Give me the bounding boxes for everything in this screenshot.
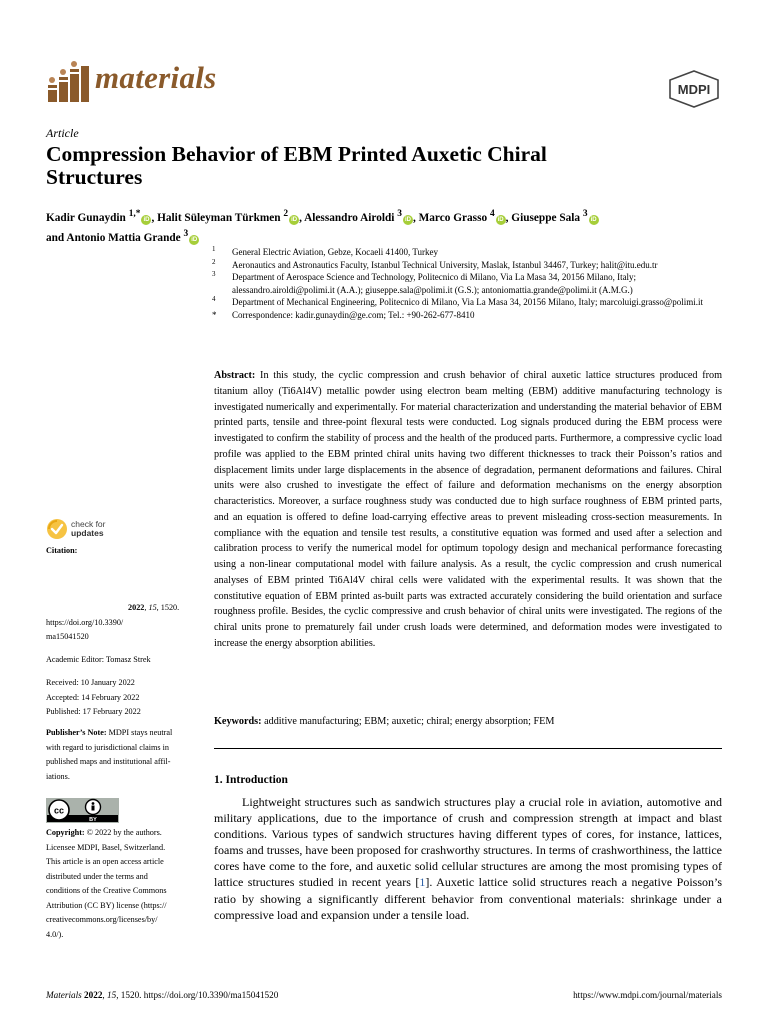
abstract <box>214 368 722 652</box>
author-affil-sup: 1,* <box>128 209 141 219</box>
abstract-text: In this study, the cyclic compression and crush behavior of chiral auxetic lattice structures produced from titanium alloy (Ti6Al4V) metallic powder using electron beam melting (EBM) additive manufacturing technology is investigated numerically and experimentally. For material characterization and understanding the material behavior of EBM printed parts, tensile and three-point flexural tests were conducted. Log signals produced during the EBM process were investigated to confirm the stability of process and the health of the produced parts. Furthermore, a compressive cyclic load profile was applied to the EBM printed chiral units having two different thicknesses to track their Poisson’s ratios and displacement limits under large displacements in the absence of degradation, permanent deformations and failures. Chiral units were also crushed to investigate the effect of failure and deformation mechanisms on the energy absorption characteristics. Moreover, a surface roughness study was conducted due to high surface roughness of EBM printed parts, and an equation is offered to define load-carrying effective areas to prevent misleading cross-section measurements. In compliance with the equation and tensile test results, a constitutive equation was formed and used after a selection and calibration process to verify the numerical model for optimum topology design and mechanical performance forecasting using a non-linear computational model with failure analysis. As a result, the cyclic compression and crush numerical analyses of EBM printed Ti6Al4V chiral cells were validated with the experimental results. It was shown that the constitutive equation of EBM printed as-built parts was extracted accurately considering the build orientation and surface roughness profile. Besides, the cyclic compressive and crush behavior of chiral units were investigated. The regions of the chiral units prone to prematurely fail under crush loads were determined, and deformation modes were investigated to increase the energy absorption abilities. <box>214 370 723 649</box>
svg-text:BY: BY <box>89 817 97 823</box>
dates <box>46 676 141 720</box>
author-name: Antonio Mattia Grande <box>66 231 181 244</box>
article-type: Article <box>46 126 79 140</box>
author-affil-sup: 4 <box>489 209 495 219</box>
introduction-paragraph: Lightweight structures such as sandwich structures play a crucial role in aviation, automotive and military applications, due to the importance of crush and compression strength at impact and blast conditions. Various types of sandwich structures having different types of cores, for instance, lattices, foams and trusses, have been proposed for crashworthy structures. In terms of crashworthiness, the lattice cores have come to the fore, and auxetic solid cellular structures are among the most promising types of lattice structures studied in recent years [1]. Auxetic lattice solid structures reach a negative Poisson’s ratio by showing a significantly different behavior from conventional materials: shrinkage under a compressive load and expansion under a tensile load. <box>214 795 722 922</box>
correspondence: * Correspondence: kadir.gunaydin@ge.com; Tel.: +90-262-677-8410 <box>212 309 475 320</box>
citation-label: Citation: <box>46 546 78 555</box>
journal-name: materials <box>95 60 217 95</box>
published-date: Published: 17 February 2022 <box>46 707 141 716</box>
check-for-updates-button[interactable] <box>46 518 126 540</box>
orcid-icon[interactable]: iD <box>497 216 504 223</box>
author-affil-sup: 2 <box>283 209 289 219</box>
orcid-icon[interactable]: iD <box>404 216 411 223</box>
footer-citation: Materials 2022, 15, 1520. https://doi.org/10.3390/ma15041520 <box>46 990 279 1000</box>
affiliation-item: 4 Department of Mechanical Engineering, Politecnico di Milano, Via La Masa 34, 20156 Milano, Italy; marcoluigi.grasso@polimi.it <box>212 295 703 308</box>
abstract-label: Abstract: <box>214 370 256 381</box>
doi-link[interactable]: https://doi.org/10.3390/ ma15041520 <box>46 617 124 641</box>
author-name: Marco Grasso <box>418 211 488 224</box>
author-name: Alessandro Airoldi <box>304 211 395 224</box>
orcid-icon[interactable]: iD <box>191 236 198 243</box>
author-name: Giuseppe Sala <box>511 211 581 224</box>
affiliations <box>212 246 724 322</box>
orcid-icon[interactable]: iD <box>590 216 597 223</box>
author-name: Kadir Gunaydin <box>46 211 126 224</box>
journal-url-link[interactable]: https://www.mdpi.com/journal/materials <box>573 990 722 1000</box>
publisher-name: MDPI <box>677 82 711 97</box>
keywords-label: Keywords: <box>214 716 262 727</box>
keywords <box>214 714 722 729</box>
publisher-note: Publisher’s Note: MDPI stays neutral with regard to jurisdictional claims in published maps and institutional affil- iations. <box>46 728 173 781</box>
copyright-notice: Copyright: © 2022 by the authors. Licensee MDPI, Basel, Switzerland. This article is an open access article distributed under the terms and conditions of the Creative Commons Attribution (CC BY) license (https:// creativecommons.org/licenses/by/ 4.0/). <box>46 828 167 939</box>
mdpi-logo-icon <box>668 70 720 108</box>
author-affil-sup: 3 <box>183 228 189 239</box>
affiliation-item: 3 Department of Aerospace Science and Technology, Politecnico di Milano, Via La Masa 34, 20156 Milano, Italy; alessandro.airoldi@polimi.it (A.A.); giuseppe.sala@polimi.it (G.S.); antoniomattia.grande@polimi.it (A.M.G.) <box>212 270 637 295</box>
section-heading: 1. Introduction <box>214 774 288 786</box>
journal-logo-icon <box>46 60 90 104</box>
author-list: Kadir Gunaydin $^{1,*}$iD , Halit Süleyman Türkmen $^2$iD , Alessandro Airoldi $^3$iD , Marco Grasso $^4$iD , Giuseppe Sala $^3$iD and Antonio Mattia Grande $^3$iD <box>46 209 597 244</box>
author-affil-sup: 3 <box>397 209 402 219</box>
svg-text:cc: cc <box>53 805 65 816</box>
orcid-icon[interactable]: iD <box>143 216 150 223</box>
affiliation-item: 1 General Electric Aviation, Gebze, Kocaeli 41400, Turkey <box>212 245 439 257</box>
author-name: Halit Süleyman Türkmen <box>157 211 281 224</box>
accepted-date: Accepted: 14 February 2022 <box>46 692 140 702</box>
check-updates-icon <box>46 518 68 540</box>
author-affil-sup: 3 <box>582 209 588 219</box>
affiliation-item: 2 Aeronautics and Astronautics Faculty, Istanbul Technical University, Maslak, Istanbul 34467, Turkey; halit@itu.edu.tr <box>212 257 658 270</box>
check-updates-text: check for updates <box>71 519 106 538</box>
orcid-icon[interactable]: iD <box>291 216 298 223</box>
citation-link[interactable]: 1 <box>419 875 426 890</box>
citation-details: 2022, 15, 1520. https://doi.org/10.3390/ ma15041520 <box>46 601 186 645</box>
article-title: Compression Behavior of EBM Printed Auxetic Chiral Structures <box>46 142 547 189</box>
received-date: Received: 10 January 2022 <box>46 678 135 687</box>
keywords-text: additive manufacturing; EBM; auxetic; chiral; energy absorption; FEM <box>264 716 555 727</box>
cc-by-license-icon[interactable] <box>46 798 119 823</box>
academic-editor: Academic Editor: Tomasz Strek <box>46 655 151 664</box>
section-divider <box>214 748 722 749</box>
